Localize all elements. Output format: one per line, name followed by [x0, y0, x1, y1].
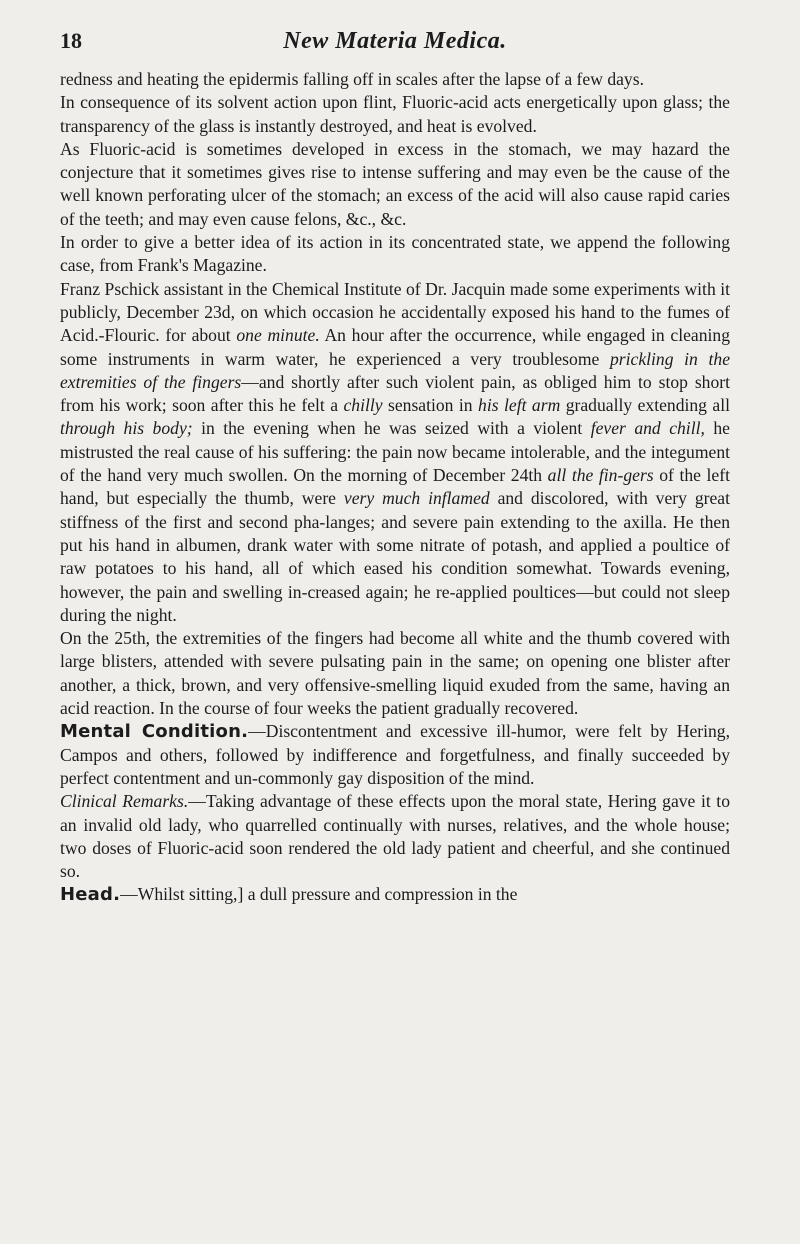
emphasis: fever and chill, — [590, 418, 705, 439]
emphasis: chilly — [343, 395, 383, 416]
section-heading-mental: Mental Condition. — [60, 721, 249, 743]
text-run: —Discontentment and excessive ill-humor, were felt by Hering, Campos and others, followed by indifference and forgetfulness, and finally succeeded by perfect contentment and un-commonly gay disposition of the mind. — [60, 721, 730, 788]
text-run: and discolored, with very great stiffness of the first and second pha-langes; and severe pain extending to the axilla. He then put his hand in albumen, drank water with some nitrate of potash, and applied a poultice of raw potatoes to his hand, all of which eased his condition somewhat. Towards evening, however, the pain and swelling in-creased again; he re-applied poultices—but could not sleep during the night. — [60, 488, 730, 625]
text-run: of the left hand, but especially the thumb, were — [60, 465, 730, 509]
paragraph: redness and heating the epidermis falling off in scales after the lapse of a few days. — [60, 69, 644, 89]
text-run: An hour after the occurrence, while engaged in cleaning some instruments in warm water, he experienced a very troublesome — [60, 325, 730, 369]
section-paragraph — [60, 720, 730, 790]
remarks-paragraph — [60, 790, 730, 883]
paragraph: In order to give a better idea of its action in its concentrated state, we append the following case, from Frank's Magazine. — [60, 232, 730, 276]
text-run: —Whilst sitting,] a dull pressure and compression in the — [120, 884, 518, 905]
emphasis: prickling in the extremities of the fingers — [60, 348, 731, 392]
paragraph: On the 25th, the extremities of the fingers had become all white and the thumb covered with large blisters, attended with severe pulsating pain in the same; on opening one blister after another, a thick, brown, and very offensive-smelling liquid exuded from the same, having an acid reaction. In the course of four weeks the patient gradually recovered. — [60, 628, 730, 719]
section-paragraph — [60, 883, 730, 906]
emphasis: very much inflamed — [343, 488, 490, 509]
text-run: —and shortly after such violent pain, as obliged him to stop short from his work; soon after this he felt a — [60, 371, 731, 416]
emphasis: through his body; — [60, 418, 193, 439]
remarks-label: Clinical Remarks. — [60, 791, 189, 812]
paragraph: As Fluoric-acid is sometimes developed in excess in the stomach, we may hazard the conjecture that it sometimes gives rise to intense suffering and may even be the cause of the well known perforating ulcer of the stomach; an excess of the acid will also cause rapid caries of the teeth; and may even cause felons, &c., &c. — [60, 138, 730, 229]
page-number: 18 — [60, 28, 82, 53]
text-run: he mistrusted the real cause of his suffering: the pain now became intolerable, and the integument of the hand very much swollen. On the morning of December 24th — [60, 418, 730, 486]
body-text — [60, 68, 730, 907]
emphasis: all the fin-gers — [547, 465, 654, 486]
emphasis: one minute. — [236, 325, 320, 346]
running-head — [60, 28, 730, 68]
text-run: Franz Pschick assistant in the Chemical Institute of Dr. Jacquin made some experiments with it publicly, December 23d, on which occasion he accidentally exposed his hand to the fumes of Acid.-Flouric. for about — [60, 278, 730, 346]
text-run: gradually extending all — [560, 395, 730, 416]
case-paragraph — [60, 278, 730, 627]
text-run: —Taking advantage of these effects upon the moral state, Hering gave it to an invalid old lady, who quarrelled continually with nurses, relatives, and the whole house; two doses of Fluoric-acid soon rendered the old lady patient and cheerful, and she continued so. — [60, 791, 730, 882]
paragraph: In consequence of its solvent action upon flint, Fluoric-acid acts energetically upon glass; the transparency of the glass is instantly destroyed, and heat is evolved. — [60, 92, 730, 136]
running-title: New Materia Medica. — [283, 28, 507, 54]
text-run: in the evening when he was seized with a violent — [192, 418, 591, 439]
section-heading-head: Head. — [60, 884, 121, 906]
emphasis: his left arm — [478, 395, 561, 416]
text-run: sensation in — [382, 395, 479, 416]
